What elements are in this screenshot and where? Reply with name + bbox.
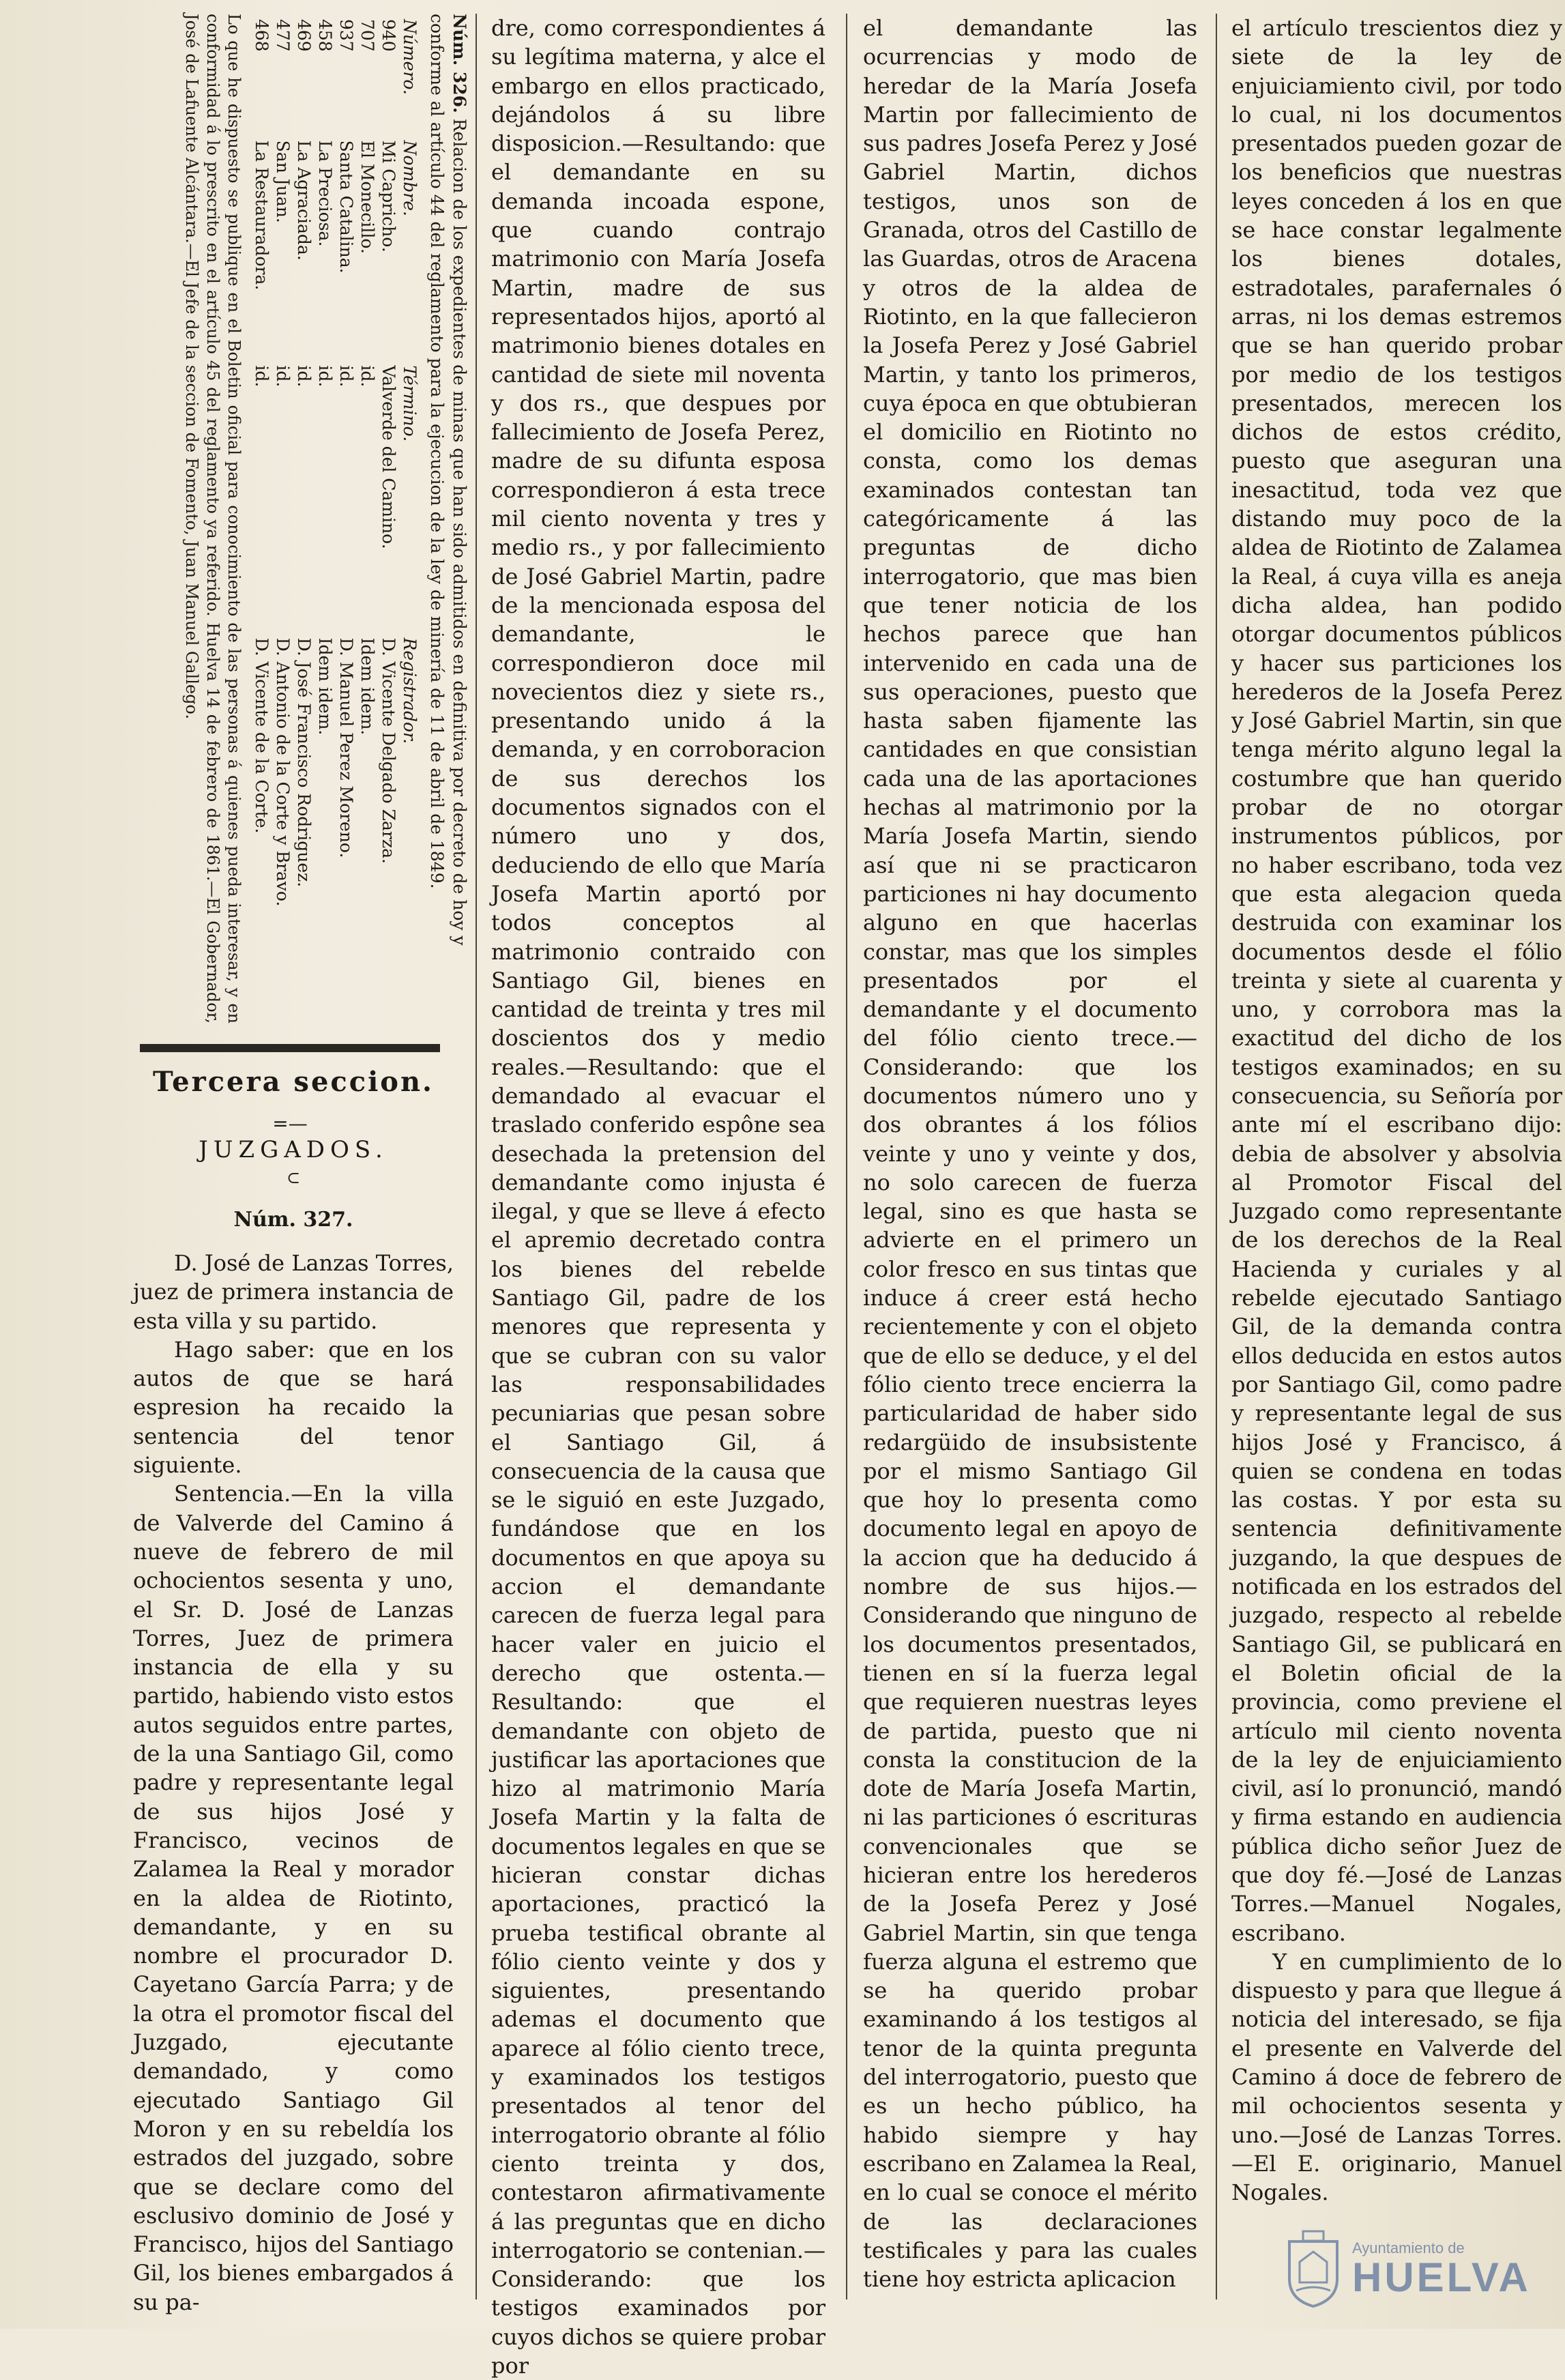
column-b-text (491, 14, 825, 2379)
col-header-registrar: Registrador. (400, 637, 420, 744)
notice-326-text: Relacion de los expedientes de minas que han sido admitidos en definitiva por decreto de hoy y conforme al artículo 44 del reglamento para la ejecucion de la ley de minería de 11 de abril de 1849. (427, 14, 469, 946)
table-row: 477 San Juan. id. D. Antonio de la Corte y Bravo. (273, 19, 293, 907)
paragraph: D. José de Lanzas Torres, juez de primera instancia de esta villa y su partido. (133, 1250, 454, 1334)
huelva-watermark (1283, 2218, 1555, 2320)
column-c-text (863, 14, 1197, 2320)
col-header-number: Número. (400, 19, 420, 95)
notice-326-note: Lo que he dispuesto se publique en el Boletin oficial para conocimiento de las personas á quienes pueda interesar, y en conformidad á lo prescrito en el artículo 45 del reglamento ya referido. Huelva 14 de febrero de 1861.—El Gobernador, José de Lafuente Alcántara.—El Jefe de la seccion de Fomento, Juan Manuel Gallego. (182, 14, 244, 1024)
mining-table-header (399, 14, 420, 1024)
section-dash: =— (272, 1112, 308, 1135)
paragraph: Sentencia.—En la villa de Valverde del Camino á nueve de febrero de mil ochocientos sesenta y uno, el Sr. D. José de Lanzas Torres, Juez de primera instancia de ella y su partido, habiendo visto estos autos seguidos entre partes, de la una Santiago Gil, como padre y representante legal de sus hijos José y Francisco, vecinos de Zalamea la Real y morador en la aldea de Riotinto, demandante, y en su nombre el procurador D. Cayetano García Parra; y de la otra el promotor fiscal del Juzgado, ejecutante demandado, y como ejecutado Santiago Gil Moron y en su rebeldía los estrados del juzgado, sobre que se declare como del esclusivo dominio de José y Francisco, hijos del Santiago Gil, los bienes embargados á su pa- (133, 1481, 454, 2315)
column-a-text (133, 1249, 454, 2313)
ornament: ⊂ (286, 1168, 301, 1187)
notice-number: Núm. 327. (233, 1208, 353, 1232)
paragraph: Y en cumplimiento de lo dispuesto y para que llegue á noticia del interesado, se fija el presente en Valverde del Camino á doce de febrero de mil ochocientos sesenta y uno.—José de Lanzas Torres.—El E. originario, Manuel Nogales. (1231, 1948, 1562, 2206)
table-row: 940 Mi Capricho. Valverde del Camino. D. Vicente Delgado Zarza. (379, 19, 398, 864)
column-rule (846, 14, 847, 2299)
column-d-text (1231, 14, 1562, 2320)
paragraph: el demandante las ocurrencias y modo de heredar de la María Josefa Martin por fallecimiento de sus padres Josefa Perez y José Gabriel Martin, dichos testigos, unos son de Granada, otros del Castillo de las Guardas, otros de Aracena y otros de la aldea de Riotinto, en la que fallecieron la Josefa Perez y José Gabriel Martin, y tanto los primeros, cuya época en que obtubieran el domicilio en Riotinto no consta, como los demas examinados contestan tan categóricamente á las preguntas de dicho interrogatorio, que mas bien que tener noticia de los hechos parece que han intervenido en cada una de sus operaciones, puesto que hasta saben fijamente las cantidades en que consistian cada una de las aportaciones hechas al matrimonio por la María Josefa Martin, siendo así que ni se practicaron particiones ni hay documento alguno en que hacerlas constar, mas que los simples presentados por el demandante y el documento del fólio ciento trece.—Considerando: que los documentos número uno y dos obrantes á los fólios veinte y uno y veinte y dos, no solo carecen de fuerza legal, sino es que hasta se advierte en el primero un color fresco en sus tintas que induce á creer está hecho recientemente y con el objeto que de ello se deduce, y el del fólio ciento trece encierra la particularidad de haber sido redargüido de insubsistente por el mismo Santiago Gil que hoy lo presenta como documento legal en apoyo de la accion que ha deducido á nombre de sus hijos.—Considerando que ninguno de los documentos presentados, tienen en sí la fuerza legal que requieren nuestras leyes de partida, puesto que ni consta la constitucion de la dote de María Josefa Martin, ni las particiones ó escrituras convencionales que se hicieran entre los herederos de la Josefa Perez y José Gabriel Martin, sin que tenga fuerza alguna el estremo que se ha querido probar examinando á los testigos al tenor de la quinta pregunta del interrogatorio, puesto que es un hecho público, ha habido siempre y hay escribano en Zalamea la Real, en lo cual se conoce el mérito de las declaraciones testificales y para las cuales tiene hoy estricta aplicacion (863, 15, 1197, 2293)
section-divider (140, 1044, 440, 1052)
logo-small-text: Ayuntamiento de (1352, 2239, 1465, 2256)
section-title: Tercera seccion. (153, 1066, 434, 1098)
column-rule (1216, 14, 1217, 2299)
section-subtitle: JUZGADOS. (199, 1136, 388, 1163)
table-row: 937 Santa Catalina. id. D. Manuel Perez Moreno. (336, 19, 356, 858)
mining-table (251, 14, 420, 1024)
table-row: 707 El Monecillo. id. Idem idem. (357, 19, 377, 736)
col-header-term: Término. (400, 365, 420, 442)
huelva-shield-icon (1283, 2228, 1344, 2310)
mining-notice-rotated (130, 14, 471, 1024)
logo-big-text: HUELVA (1352, 2254, 1531, 2300)
table-row: 469 La Agraciada. id. D. José Francisco Rodriguez. (294, 19, 314, 888)
table-row: 468 La Restauradora. id. D. Vicente de la Corte. (252, 19, 272, 834)
notice-326-intro (426, 14, 471, 1024)
notice-326-title: Núm. 326. (450, 14, 469, 113)
paragraph: Hago saber: que en los autos de que se hará espresion ha recaido la sentencia del tenor siguiente. (133, 1336, 454, 1479)
table-row: 458 La Preciosa. id. Idem idem. (315, 19, 335, 736)
paragraph: el artículo trescientos diez y siete de la ley de enjuiciamiento civil, por todo lo cual, ni los documentos presentados pueden gozar de los beneficios que nuestras leyes conceden á los en que se hace constar legalmente los bienes dotales, estradotales, parafernales ó arras, ni los demas estremos que se han querido probar por medio de los testigos presentados, merecen los dichos de estos crédito, puesto que aseguran una inesactitud, toda vez que distando muy poco de la aldea de Riotinto de Zalamea la Real, á cuya villa es aneja dicha aldea, han podido otorgar documentos públicos y hacer sus particiones los herederos de la Josefa Perez y José Gabriel Martin, sin que tenga mérito alguno legal la costumbre que han querido probar de no otorgar instrumentos públicos, por no haber escribano, toda vez que esta alegacion queda destruida con examinar los documentos desde el fólio treinta y siete al cuarenta y uno, y corrobora mas la exactitud del dicho de los testigos examinados; en su consecuencia, su Señoría por ante mí el escribano dijo: debia de absolver y absolvia al Promotor Fiscal del Juzgado como representante de los derechos de la Real Hacienda y curiales y al rebelde ejecutado Santiago Gil, de la demanda contra ellos deducida en estos autos por Santiago Gil, como padre y representante legal de sus hijos José y Francisco, á quien se condena en todas las costas. Y por esta su sentencia definitivamente juzgando, la que despues de notificada en los estrados del juzgado, respecto al rebelde Santiago Gil, se publicará en el Boletin oficial de la provincia, como previene el artículo mil ciento noventa de la ley de enjuiciamiento civil, así lo pronunció, mandó y firma estando en audiencia pública dicho señor Juez de que doy fé.—José de Lanzas Torres.—Manuel Nogales, escribano. (1231, 15, 1562, 1946)
col-header-name: Nombre. (400, 140, 420, 216)
paragraph: dre, como correspondientes á su legítima materna, y alce el embargo en ellos practicado, dejándolos á su libre disposicion.—Resultando: que el demandante en su demanda incoada espone, que cuando contrajo matrimonio con María Josefa Martin, madre de sus representados hijos, aportó al matrimonio bienes dotales en cantidad de siete mil noventa y dos rs., que despues por fallecimiento de Josefa Perez, madre de su difunta esposa correspondieron á esta trece mil ciento noventa y tres y medio rs., y por fallecimiento de José Gabriel Martin, padre de la mencionada esposa del demandante, le correspondieron doce mil novecientos diez y siete rs., presentando unido á la demanda, y en corroboracion de sus derechos los documentos signados con el número uno y dos, deduciendo de ello que María Josefa Martin aportó por todos conceptos al matrimonio contraido con Santiago Gil, bienes en cantidad de treinta y tres mil doscientos dos y medio reales.—Resultando: que el demandado al evacuar el traslado conferido espône sea desechada la pretension del demandante como injusta é ilegal, y que se lleve á efecto el apremio decretado contra los bienes del rebelde Santiago Gil, padre de los menores que representa y que se cubran con su valor las responsabilidades pecuniarias que pesan sobre el Santiago Gil, á consecuencia de la causa que se le siguió en este Juzgado, fundándose que en los documentos en que apoya su accion el demandante carecen de fuerza legal para hacer valer en juicio el derecho que ostenta.—Resultando: que el demandante con objeto de justificar las aportaciones que hizo al matrimonio María Josefa Martin y la falta de documentos legales en que se hicieran constar dichas aportaciones, practicó la prueba testifical obrante al fólio ciento veinte y dos y siguientes, presentando ademas el documento que aparece al fólio ciento trece, y examinados los testigos presentados al tenor del interrogatorio obrante al fólio ciento treinta y dos, contestaron afirmativamente á las preguntas que en dicho interrogatorio se contenian.—Considerando: que los testigos examinados por cuyos dichos se quiere probar por (491, 15, 825, 2379)
column-rule (476, 14, 477, 2299)
